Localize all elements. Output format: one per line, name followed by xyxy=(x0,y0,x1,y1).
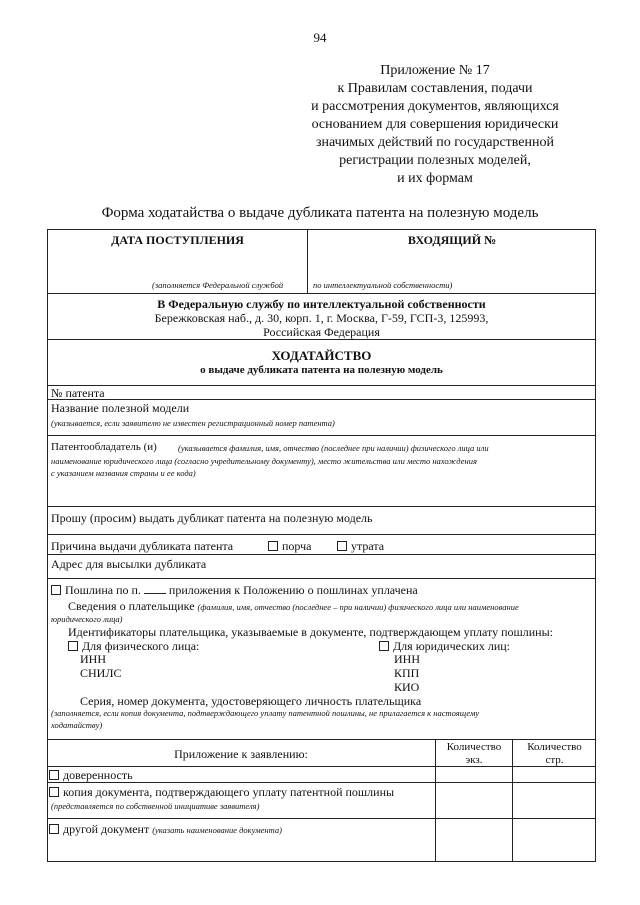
appendix-caption xyxy=(295,62,575,188)
inn-field[interactable]: ИНН xyxy=(80,652,106,666)
copies-header-line: Количество xyxy=(446,741,502,753)
fee-label: Пошлина по п. xyxy=(65,583,141,597)
holder-note: (указывается фамилия, имя, отчество (последнее при наличии) физического лица или xyxy=(178,443,489,453)
checkbox-icon[interactable] xyxy=(68,641,78,651)
checkbox-icon[interactable] xyxy=(49,824,59,834)
appendix-line: значимых действий по государственной xyxy=(316,135,554,150)
fill-note: (заполняется Федеральной службой xyxy=(152,280,284,290)
inn-legal-field[interactable]: ИНН xyxy=(394,652,420,666)
appendix-line: основанием для совершения юридически xyxy=(311,117,559,132)
fill-note: по интеллектуальной собственности) xyxy=(313,280,453,290)
snils-field[interactable]: СНИЛС xyxy=(80,666,122,680)
attachment-label: копия документа, подтверждающего уплату патентной пошлины xyxy=(63,785,395,799)
payer-info-note-cont: юридического лица) xyxy=(51,614,123,624)
pages-header-unit: стр. xyxy=(545,754,564,766)
fee-label-rest: приложения к Положению о пошлинах уплачена xyxy=(168,583,418,597)
divider xyxy=(47,435,596,436)
incoming-number-label: ВХОДЯЩИЙ № xyxy=(407,233,497,247)
appendix-line: регистрации полезных моделей, xyxy=(339,153,531,168)
patent-holder-label: Патентообладатель (и) xyxy=(51,441,157,453)
divider xyxy=(47,399,596,400)
patent-holder-field[interactable] xyxy=(51,441,157,453)
divider xyxy=(47,739,596,740)
fill-condition-note: (заполняется, если копия документа, подтверждающего уплату патентной пошлины, не прилагается к настоящему xyxy=(51,708,480,718)
checkbox-icon[interactable] xyxy=(337,541,347,551)
copies-header-unit: экз. xyxy=(465,754,483,766)
attachment-item[interactable] xyxy=(49,785,394,800)
addressee-country: Российская Федерация xyxy=(263,325,380,339)
divider xyxy=(47,534,596,535)
petition-subtitle: о выдаче дубликата патента на полезную модель xyxy=(200,364,443,376)
petition-title: ХОДАТАЙСТВО xyxy=(271,348,372,363)
payer-ids-label: Идентификаторы плательщика, указываемые в документе, подтверждающем уплату пошлины: xyxy=(68,625,553,639)
fee-clause-blank[interactable] xyxy=(144,583,166,594)
divider xyxy=(47,818,596,819)
addressee-address: Бережковская наб., д. 30, корп. 1, г. Москва, Г-59, ГСП-3, 125993, xyxy=(154,311,489,325)
checkbox-icon[interactable] xyxy=(51,585,61,595)
payer-info-label: Сведения о плательщике xyxy=(68,599,195,613)
reason-loss-label: утрата xyxy=(351,539,385,553)
appendix-line: и рассмотрения документов, являющихся xyxy=(311,99,559,114)
attachment-item[interactable] xyxy=(49,768,133,783)
appendix-line: и их формам xyxy=(397,171,473,186)
attachment-item[interactable] xyxy=(49,822,282,837)
attachment-label: другой документ xyxy=(63,822,150,836)
fill-condition-note: ходатайству) xyxy=(51,720,103,730)
model-name-field[interactable]: Название полезной модели xyxy=(51,401,190,415)
payer-info-note: (фамилия, имя, отчество (последнее – при наличии) физического лица или наименование xyxy=(197,602,519,612)
holder-note: с указанием названия страны и ее кода) xyxy=(51,468,196,478)
divider xyxy=(47,385,596,386)
addressee-block xyxy=(47,297,596,339)
individual-label: Для физического лица: xyxy=(82,639,200,653)
checkbox-icon[interactable] xyxy=(268,541,278,551)
model-name-note: (указывается, если заявителю не известен регистрационный номер патента) xyxy=(51,418,335,428)
reason-damage-label: порча xyxy=(282,539,312,553)
attachment-label: доверенность xyxy=(63,768,133,782)
attachment-note: (представляется по собственной инициативе заявителя) xyxy=(51,801,260,811)
divider xyxy=(47,293,596,294)
checkbox-icon[interactable] xyxy=(49,787,59,797)
checkbox-icon[interactable] xyxy=(379,641,389,651)
kpp-field[interactable]: КПП xyxy=(394,666,420,680)
fee-paid-option[interactable] xyxy=(51,583,418,598)
appendix-line: Приложение № 17 xyxy=(380,63,490,78)
holder-note: наименование юридического лица (согласно учредительному документу), место жительства или место нахождения xyxy=(51,456,477,466)
addressee-name: В Федеральную службу по интеллектуальной собственности xyxy=(157,297,486,311)
request-text: Прошу (просим) выдать дубликат патента на полезную модель xyxy=(51,511,373,525)
form-title: Форма ходатайства о выдаче дубликата патента на полезную модель xyxy=(101,205,539,221)
patent-number-field[interactable]: № патента xyxy=(51,386,105,400)
pages-header-line: Количество xyxy=(527,741,582,753)
date-received-label: ДАТА ПОСТУПЛЕНИЯ xyxy=(111,233,244,247)
pages-column-header xyxy=(513,741,596,767)
divider xyxy=(47,554,596,555)
attachment-note: (указать наименование документа) xyxy=(152,825,282,835)
reason-damage-option[interactable] xyxy=(268,539,311,554)
kio-field[interactable]: КИО xyxy=(394,680,420,694)
divider xyxy=(47,578,596,579)
divider xyxy=(47,506,596,507)
appendix-line: к Правилам составления, подачи xyxy=(337,81,533,96)
id-document-field[interactable]: Серия, номер документа, удостоверяющего личность плательщика xyxy=(80,694,422,708)
page-number: 94 xyxy=(313,30,327,45)
divider xyxy=(47,339,596,340)
payer-info-field[interactable] xyxy=(68,599,519,614)
checkbox-icon[interactable] xyxy=(49,770,59,780)
reason-loss-option[interactable] xyxy=(337,539,384,554)
attachments-header: Приложение к заявлению: xyxy=(174,747,308,761)
reason-label: Причина выдачи дубликата патента xyxy=(51,539,234,553)
copies-column-header xyxy=(436,741,512,767)
legal-entity-label: Для юридических лиц: xyxy=(393,639,511,653)
delivery-address-field[interactable]: Адрес для высылки дубликата xyxy=(51,557,207,571)
